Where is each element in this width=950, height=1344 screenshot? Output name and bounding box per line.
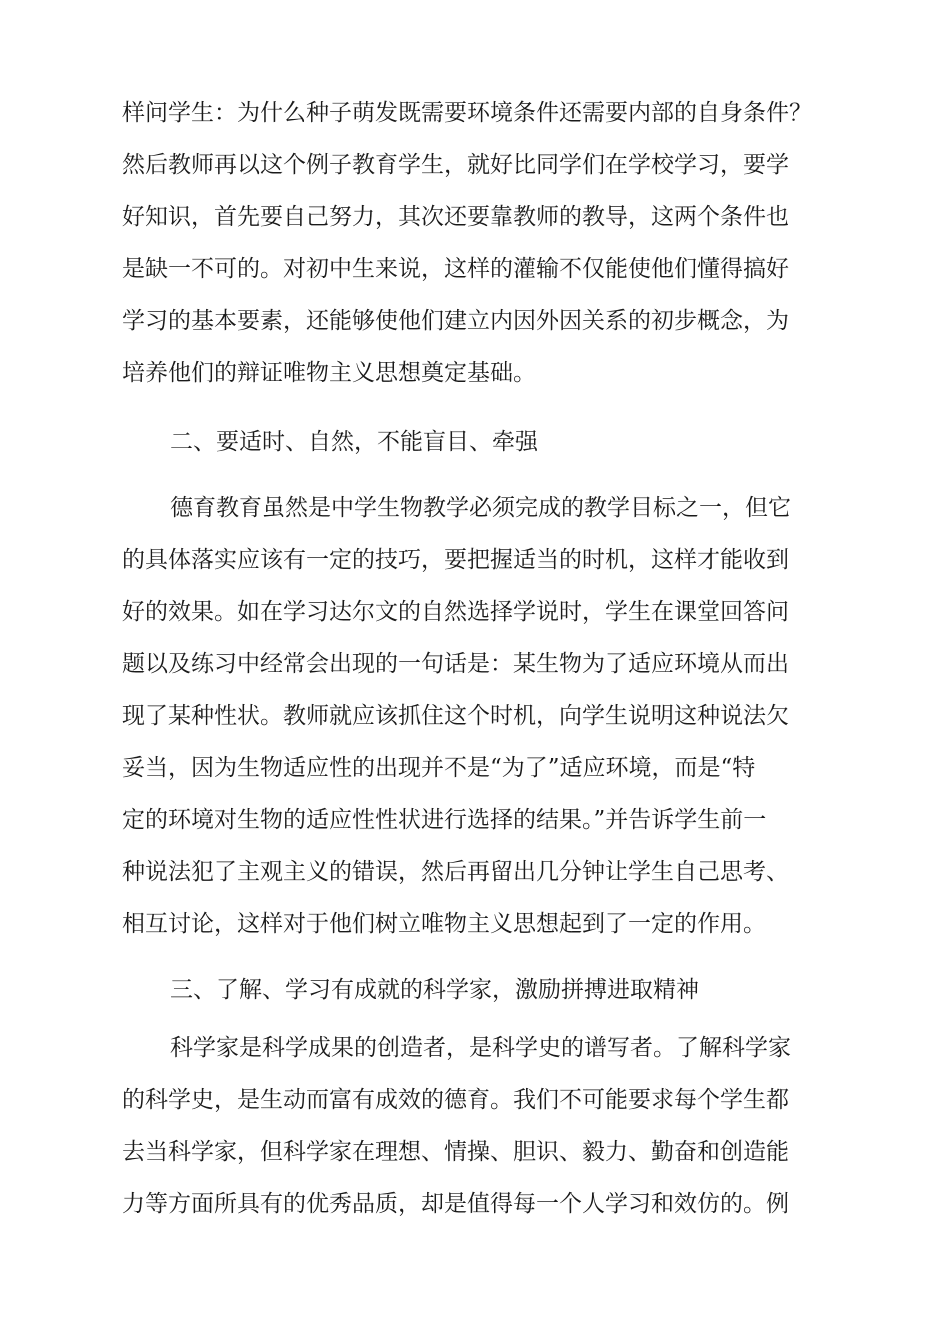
paragraph-line: 是缺一不可的。对初中生来说，这样的灌输不仅能使他们懂得搞好 xyxy=(122,256,789,282)
paragraph-1 xyxy=(122,87,812,399)
paragraph-line: 现了某种性状。教师就应该抓住这个时机，向学生说明这种说法欠 xyxy=(122,703,789,729)
paragraph-line: 好的效果。如在学习达尔文的自然选择学说时，学生在课堂回答问 xyxy=(122,599,789,625)
paragraph-line: 科学家是科学成果的创造者，是科学史的谱写者。了解科学家 xyxy=(170,1035,791,1061)
paragraph-line: 去当科学家，但科学家在理想、情操、胆识、毅力、勤奋和创造能 xyxy=(122,1139,789,1165)
paragraph-line: 然后教师再以这个例子教育学生，就好比同学们在学校学习，要学 xyxy=(122,152,789,178)
paragraph-line: 好知识，首先要自己努力，其次还要靠教师的教导，这两个条件也 xyxy=(122,204,789,230)
paragraph-2 xyxy=(122,482,791,950)
paragraph-line: 的科学史，是生动而富有成效的德育。我们不可能要求每个学生都 xyxy=(122,1087,789,1113)
section-heading-2: 二、要适时、自然，不能盲目、牵强 xyxy=(170,429,538,455)
paragraph-line: 样问学生：为什么种子萌发既需要环境条件还需要内部的自身条件？ xyxy=(122,100,812,126)
paragraph-line: 定的环境对生物的适应性性状进行选择的结果。”并告诉学生前一 xyxy=(122,807,767,833)
paragraph-line: 种说法犯了主观主义的错误，然后再留出几分钟让学生自己思考、 xyxy=(122,859,789,885)
paragraph-line: 题以及练习中经常会出现的一句话是：某生物为了适应环境从而出 xyxy=(122,651,789,677)
section-heading-3: 三、了解、学习有成就的科学家，激励拼搏进取精神 xyxy=(170,977,699,1003)
paragraph-3 xyxy=(122,1022,791,1230)
paragraph-line: 相互讨论，这样对于他们树立唯物主义思想起到了一定的作用。 xyxy=(122,911,766,937)
paragraph-line: 的具体落实应该有一定的技巧，要把握适当的时机，这样才能收到 xyxy=(122,547,789,573)
paragraph-line: 培养他们的辩证唯物主义思想奠定基础。 xyxy=(122,360,536,386)
paragraph-line: 学习的基本要素，还能够使他们建立内因外因关系的初步概念，为 xyxy=(122,308,789,334)
paragraph-line: 力等方面所具有的优秀品质，却是值得每一个人学习和效仿的。例 xyxy=(122,1191,789,1217)
paragraph-line: 德育教育虽然是中学生物教学必须完成的教学目标之一，但它 xyxy=(170,495,791,521)
paragraph-line: 妥当，因为生物适应性的出现并不是“为了”适应环境，而是“特 xyxy=(122,755,756,781)
